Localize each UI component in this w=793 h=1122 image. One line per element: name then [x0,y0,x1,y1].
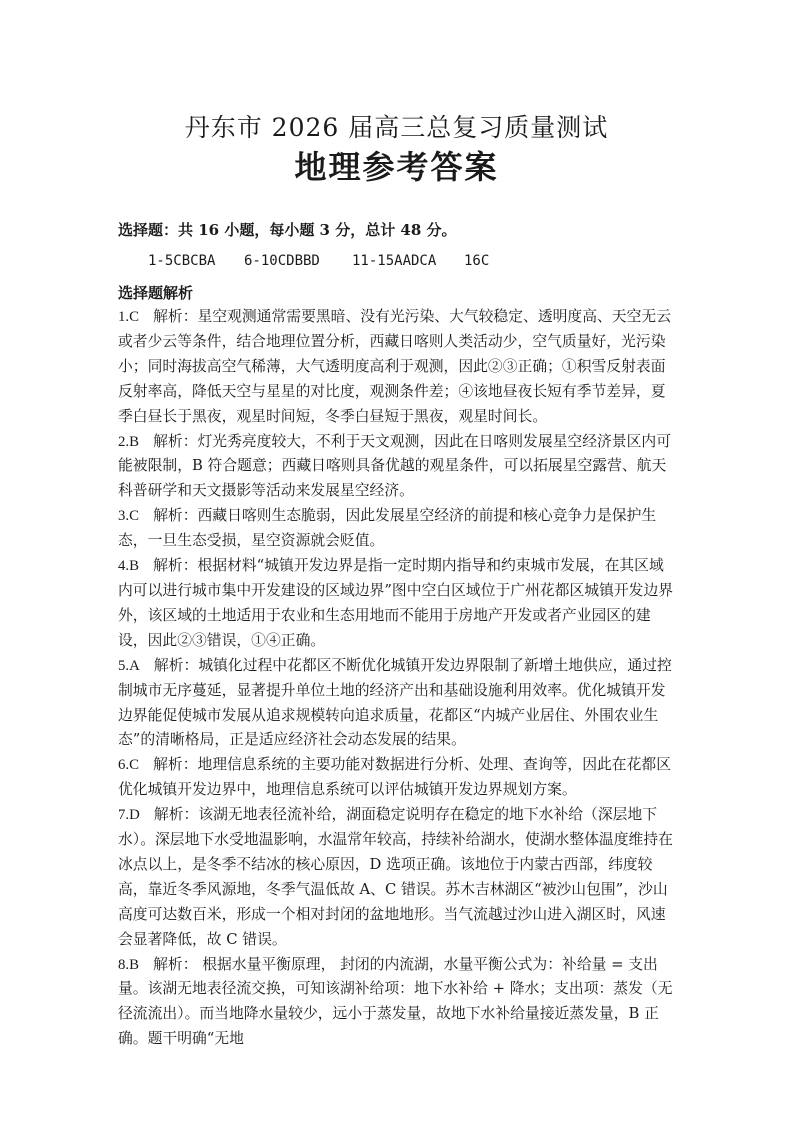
analysis-item [118,305,678,430]
analysis-text: 解析：城镇化过程中花都区不断优化城镇开发边界限制了新增土地供应，通过控制城市无序蔓延，显著提升单位土地的经济产出和基础设施利用效率。优化城镇开发边界能促使城市发展从追求规模转向追求质量，花都区“内城产业居住、外围农业生态”的清晰格局，正是适应经济社会动态发展的结果。 [118,656,672,749]
analysis-item [118,953,678,1053]
analysis-item [118,554,678,654]
analysis-item [118,753,678,803]
analysis-text: 解析：灯光秀亮度较大，不利于天文观测，因此在日喀则发展星空经济景区内可能被限制，B 符合题意；西藏日喀则具备优越的观星条件，可以拓展星空露营、航天科普研学和天文摄影等活动来发展星空经济。 [118,432,671,500]
analysis-text: 解析：西藏日喀则生态脆弱，因此发展星空经济的前提和核心竞争力是保护生态，一旦生态受损，星空资源就会贬值。 [118,507,657,550]
analysis-text: 解析：该湖无地表径流补给，湖面稳定说明存在稳定的地下水补给（深层地下水）。深层地下水受地温影响，水温常年较高，持续补给湖水，使湖水整体温度维持在冰点以上，是冬季不结冰的核心原因，D 选项正确。该地位于内蒙古西部，纬度较高，靠近冬季风源地，冬季气温低故 A、C 错误。苏木吉林湖区“被沙山包围”，沙山高度可达数百米，形成一个相对封闭的盆地地形。当气流越过沙山进入湖区时，风速会显著降低，故 C 错误。 [118,806,673,948]
answer-group: 1-5CBCBA [148,253,216,269]
analysis-header: 选择题解析 [118,284,194,302]
question-number: 3.C [118,508,139,525]
analysis-text: 解析： 根据水量平衡原理， 封闭的内流湖，水量平衡公式为：补给量 = 支出量。该湖无地表径流交换，可知该湖补给项：地下水补给 + 降水；支出项：蒸发（无径流流出）。而当地降水量较少，远小于蒸发量，故地下水补给量接近蒸发量，B 正确。题干明确“无地 [118,955,673,1048]
analysis-body [118,305,678,1052]
document-title: 丹东市 2026 届高三总复习质量测试 [184,113,609,142]
analysis-item [118,504,678,554]
document-subtitle: 地理参考答案 [294,148,499,186]
analysis-text: 解析：根据材料“城镇开发边界是指一定时期内指导和约束城市发展，在其区域内可以进行城市集中开发建设的区域边界”图中空白区域位于广州花都区城镇开发边界外，该区域的土地适用于农业和生态用地而不能用于房地产开发或者产业园区的建设，因此②③错误，①④正确。 [118,557,674,649]
question-number: 4.B [118,558,139,575]
question-number: 8.B [118,956,139,973]
question-number: 1.C [118,309,139,325]
question-number: 2.B [118,433,139,450]
answer-group: 6-10CDBBD [244,253,320,269]
analysis-text: 解析：星空观测通常需要黑暗、没有光污染、大气较稳定、透明度高、天空无云或者少云等条件，结合地理位置分析，西藏日喀则人类活动少，空气质量好，光污染小；同时海拔高空气稀薄，大气透明度高利于观测，因此②③正确；①积雪反射表面反射率高，降低天空与星星的对比度，观测条件差；④该地昼夜长短有季节差异，夏季白昼长于黑夜，观星时间短，冬季白昼短于黑夜，观星时间长。 [118,308,671,425]
answer-group: 16C [464,253,490,269]
mc-header: 选择题：共 16 小题，每小题 3 分，总计 48 分。 [118,221,457,239]
question-number: 5.A [118,657,140,674]
question-number: 6.C [118,757,139,774]
analysis-item [118,654,678,754]
analysis-item [118,430,678,505]
analysis-item [118,803,678,952]
answer-group: 11-15AADCA [352,253,437,269]
analysis-text: 解析：地理信息系统的主要功能对数据进行分析、处理、查询等，因此在花都区优化城镇开发边界中，地理信息系统可以评估城镇开发边界规划方案。 [118,756,671,799]
question-number: 7.D [118,807,140,824]
